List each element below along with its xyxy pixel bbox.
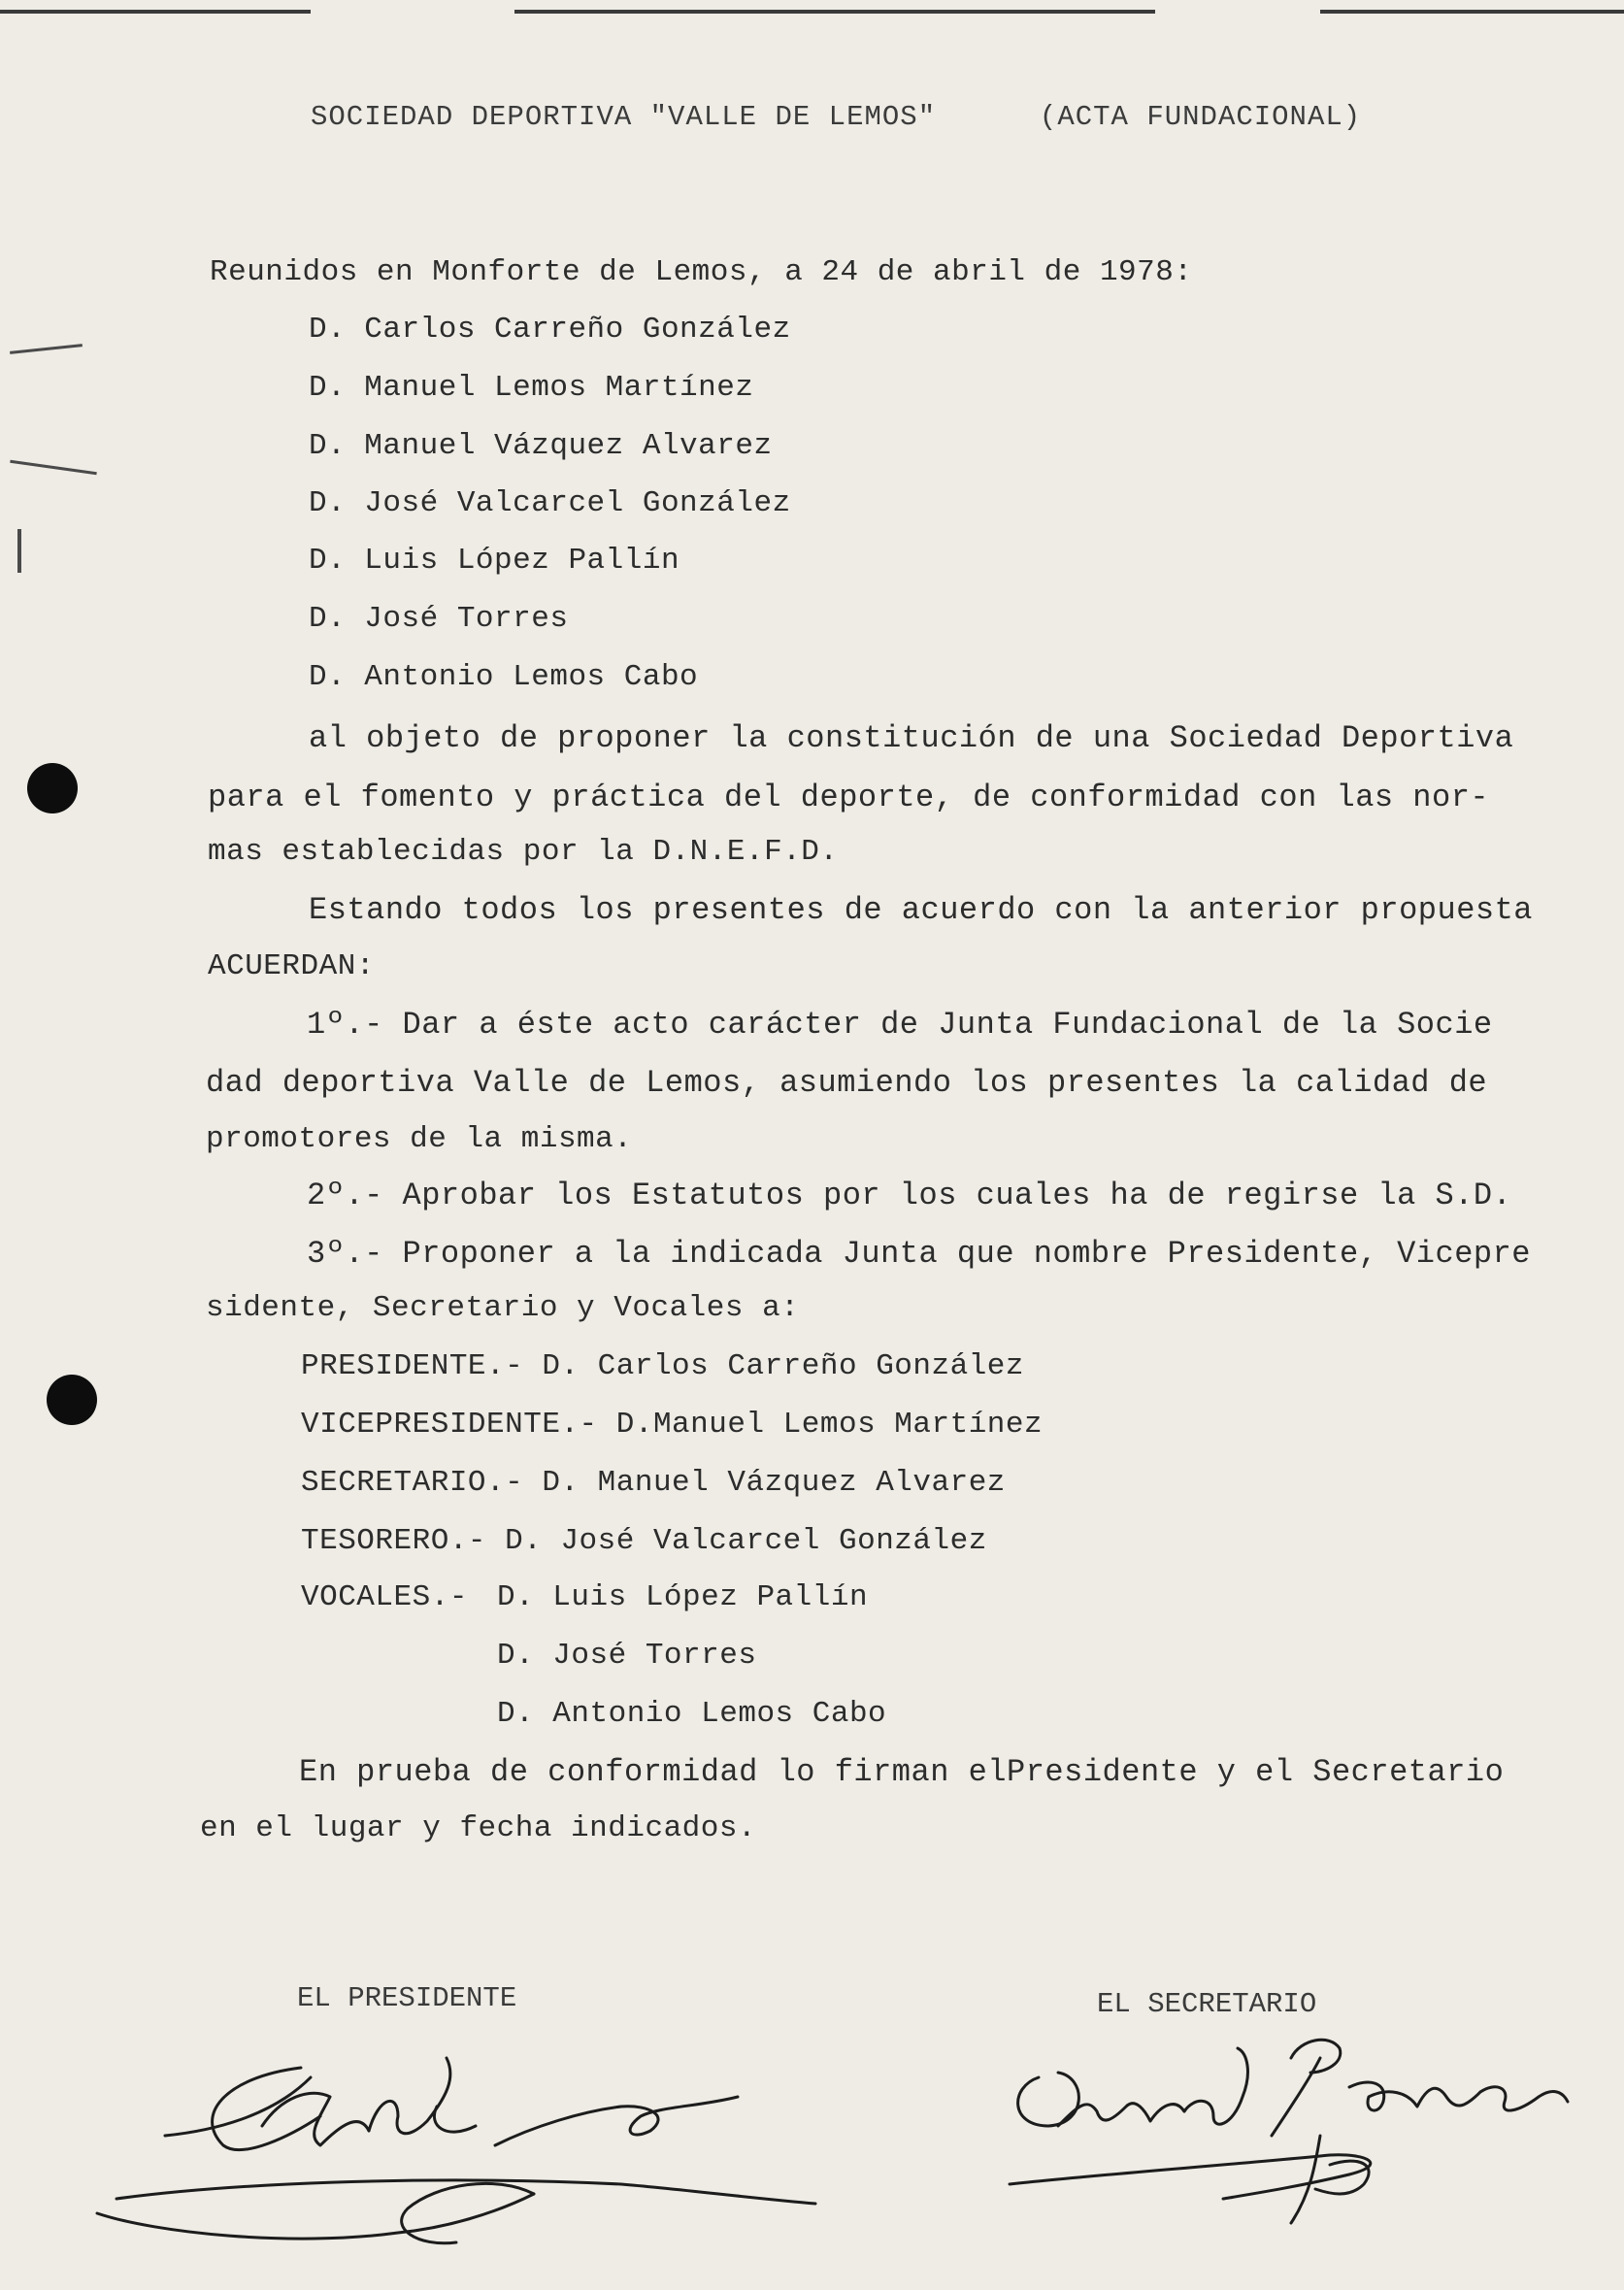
board-vocal-item: D. Antonio Lemos Cabo xyxy=(497,1697,887,1731)
attendee-item: D. Carlos Carreño González xyxy=(309,313,791,347)
resolution-line: 3º.- Proponer a la indicada Junta que nombre Presidente, Vicepre xyxy=(307,1236,1531,1272)
purpose-line: mas establecidas por la D.N.E.F.D. xyxy=(208,835,839,869)
resolution-line: 2º.- Aprobar los Estatutos por los cuales ha de regirse la S.D. xyxy=(307,1178,1512,1213)
board-vocales-label: VOCALES.- xyxy=(301,1580,468,1614)
closing-line: en el lugar y fecha indicados. xyxy=(200,1811,757,1845)
president-label: EL PRESIDENTE xyxy=(297,1982,517,2014)
top-edge-line xyxy=(1320,10,1624,14)
agreement-heading: ACUERDAN: xyxy=(208,949,375,983)
document-title xyxy=(311,101,1361,133)
board-secretario: SECRETARIO.- D. Manuel Vázquez Alvarez xyxy=(301,1466,1006,1500)
board-vocal-item: D. Luis López Pallín xyxy=(497,1580,869,1614)
attendee-item: D. José Torres xyxy=(309,602,569,636)
agreement-line: Estando todos los presentes de acuerdo con la anterior propuesta xyxy=(309,892,1533,928)
attendee-item: D. Antonio Lemos Cabo xyxy=(309,660,699,694)
resolution-line: 1º.- Dar a éste acto carácter de Junta Fundacional de la Socie xyxy=(307,1007,1493,1043)
board-vicepresidente: VICEPRESIDENTE.- D.Manuel Lemos Martínez xyxy=(301,1408,1044,1442)
top-edge-line xyxy=(0,10,311,14)
intro-line: Reunidos en Monforte de Lemos, a 24 de abril de 1978: xyxy=(210,255,1193,289)
board-vocal-item: D. José Torres xyxy=(497,1639,757,1673)
board-presidente: PRESIDENTE.- D. Carlos Carreño González xyxy=(301,1349,1025,1383)
attendee-item: D. José Valcarcel González xyxy=(309,486,791,520)
purpose-line: para el fomento y práctica del deporte, de conformidad con las nor- xyxy=(208,780,1490,815)
attendee-item: D. Luis López Pallín xyxy=(309,544,680,578)
punch-hole-icon xyxy=(27,763,78,813)
secretary-label: EL SECRETARIO xyxy=(1097,1988,1317,2020)
attendee-item: D. Manuel Vázquez Alvarez xyxy=(309,429,773,463)
purpose-line: al objeto de proponer la constitución de una Sociedad Deportiva xyxy=(309,720,1514,756)
president-signature xyxy=(78,2039,835,2281)
closing-line: En prueba de conformidad lo firman elPresidente y el Secretario xyxy=(299,1754,1505,1790)
attendee-item: D. Manuel Lemos Martínez xyxy=(309,371,754,405)
board-tesorero: TESORERO.- D. José Valcarcel González xyxy=(301,1524,987,1558)
margin-scratch xyxy=(10,460,97,475)
title-note: (ACTA FUNDACIONAL) xyxy=(1039,101,1362,133)
resolution-line: dad deportiva Valle de Lemos, asumiendo los presentes la calidad de xyxy=(206,1065,1488,1101)
secretary-signature xyxy=(980,2019,1582,2252)
resolution-line: promotores de la misma. xyxy=(206,1122,633,1156)
title-main: SOCIEDAD DEPORTIVA "VALLE DE LEMOS" xyxy=(311,101,937,133)
top-edge-line xyxy=(514,10,1155,14)
resolution-line: sidente, Secretario y Vocales a: xyxy=(206,1291,800,1325)
margin-scratch xyxy=(17,529,21,573)
margin-scratch xyxy=(10,344,83,354)
punch-hole-icon xyxy=(47,1375,97,1425)
